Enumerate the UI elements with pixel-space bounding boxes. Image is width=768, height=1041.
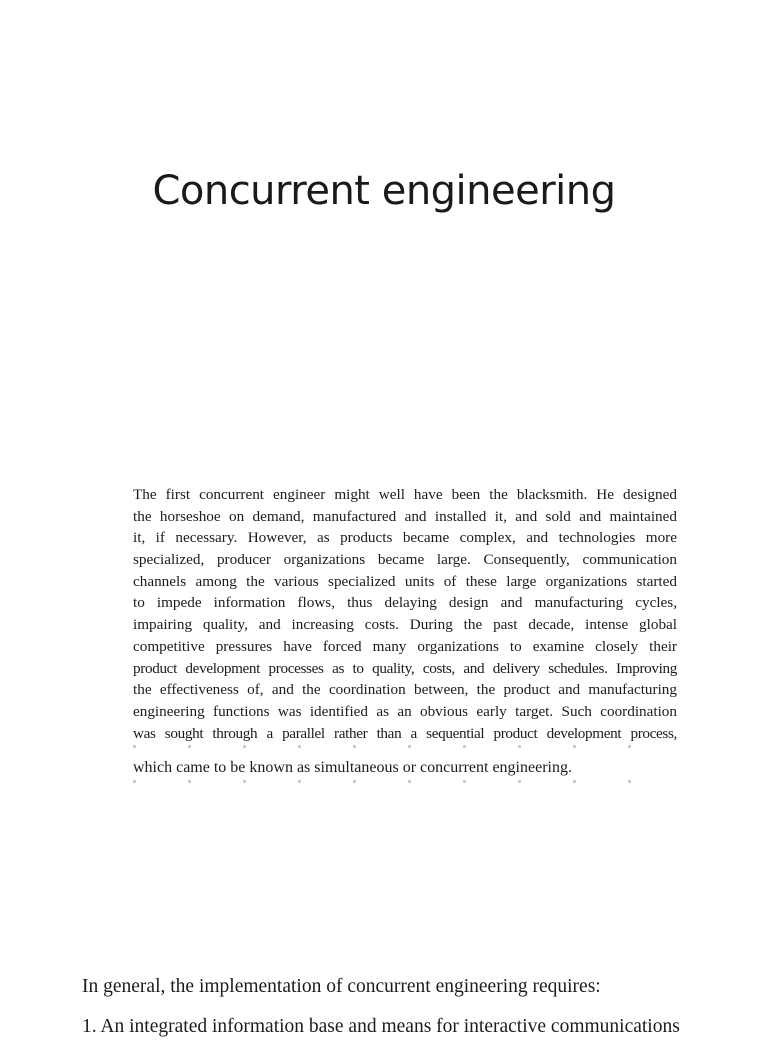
excerpt-line: it, if necessary. However, as products became complex, and technologies more (133, 529, 677, 547)
excerpt-line: impairing quality, and increasing costs. During the past decade, intense global (133, 616, 677, 634)
excerpt-line: the horseshoe on demand, manufactured and installed it, and sold and maintained (133, 507, 677, 525)
excerpt-line: specialized, producer organizations became large. Consequently, communication (133, 551, 677, 569)
excerpt-line: to impede information flows, thus delaying design and manufacturing cycles, (133, 594, 677, 612)
excerpt-line: engineering functions was identified as an obvious early target. Such coordination (133, 702, 677, 720)
requirements-item-partial: 1. An integrated information base and means for interactive communications (82, 1016, 680, 1037)
excerpt-line: the effectiveness of, and the coordination between, the product and manufacturing (133, 681, 677, 699)
excerpt-line: The first concurrent engineer might well have been the blacksmith. He designed (133, 486, 677, 503)
excerpt-closing-line: which came to be known as simultaneous or concurrent engineering. (133, 759, 572, 777)
scanned-excerpt (133, 484, 677, 779)
excerpt-line: channels among the various specialized units of these large organizations started (133, 572, 677, 590)
excerpt-line: product development processes as to quality, costs, and delivery schedules. Improving (133, 659, 677, 677)
cropped-text-fragment (133, 780, 677, 783)
slide-title: Concurrent engineering (152, 168, 616, 214)
requirements-heading: In general, the implementation of concurrent engineering requires: (82, 976, 601, 997)
excerpt-line: competitive pressures have forced many organizations to examine closely their (133, 637, 677, 655)
cropped-text-fragment (133, 745, 677, 748)
requirements-list-cropped (82, 1013, 722, 1037)
excerpt-line: was sought through a parallel rather than a sequential product development process, (133, 724, 677, 742)
